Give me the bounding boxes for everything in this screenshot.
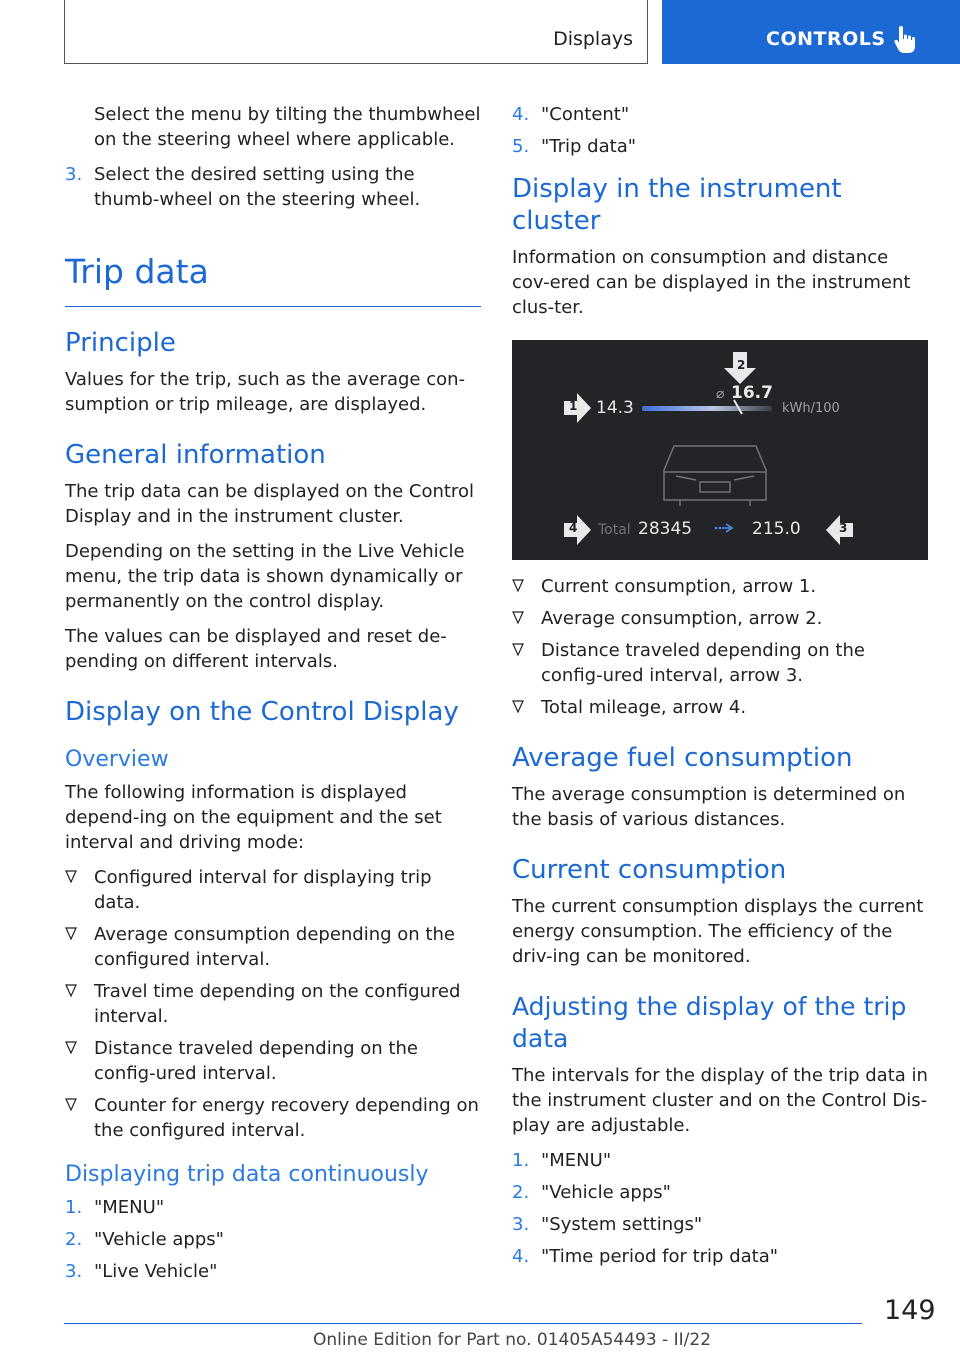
step-number: 3. [512,1214,530,1235]
total-label: Total [598,522,631,538]
content-step-list [512,102,928,159]
adjusting-text: The intervals for the display of the trip data in the instrument cluster and on the Control Dis-play are adjustable. [512,1065,928,1136]
list-item [512,1148,928,1173]
current-consumption-text: The current consumption displays the current energy consumption. The efficiency of the driv-ing can be monitored. [512,896,924,967]
list-item [65,162,481,212]
bullet-text: Total mileage, arrow 4. [541,697,747,718]
consumption-unit: kWh/100 [782,401,840,416]
control-display-heading: Display on the Control Display [65,697,459,727]
overview-bullet-list [65,865,481,1143]
bullet-text: Travel time depending on the configured interval. [94,981,461,1027]
general-info-text-3: The values can be displayed and reset de-pending on different intervals. [65,626,447,672]
step-number: 1. [65,1197,83,1218]
general-info-heading: General information [65,440,326,470]
average-consumption-text: The average consumption is determined on the basis of various distances. [512,784,906,830]
triangle-bullet-icon [65,1041,77,1054]
list-item [512,695,928,720]
current-consumption-value: 14.3 [596,398,634,418]
step-number: 3. [65,1261,83,1282]
step-text: "Vehicle apps" [541,1182,671,1203]
average-consumption-heading: Average fuel consumption [512,743,853,773]
list-item [512,1244,928,1269]
bullet-text: Distance traveled depending on the config-ured interval, arrow 3. [541,640,865,686]
left-column [65,102,481,1292]
list-item [512,1212,928,1237]
list-item [65,979,481,1029]
current-consumption-heading: Current consumption [512,855,787,885]
bullet-text: Average consumption depending on the configured interval. [94,924,455,970]
step-text: "System settings" [541,1214,703,1235]
step-number: 2. [65,1229,83,1250]
list-item [65,1093,481,1143]
step-number: 4. [512,104,530,125]
instrument-cluster-image [512,340,928,560]
header-chapter-title: CONTROLS [766,28,886,50]
list-item [512,1180,928,1205]
step-number: 4. [512,1246,530,1267]
triangle-bullet-icon [512,643,524,656]
list-item [65,1195,481,1220]
step-text: "Live Vehicle" [94,1261,218,1282]
step-number: 2. [512,1182,530,1203]
step-text: "Trip data" [541,136,637,157]
total-mileage-value: 28345 [638,519,693,539]
list-item [65,1227,481,1252]
list-item [65,1259,481,1284]
bullet-text: Current consumption, arrow 1. [541,576,817,597]
arrow-2-label: 2 [737,358,746,372]
step-number: 1. [512,1150,530,1171]
overview-text: The following information is displayed depend-ing on the equipment and the set interval and driving mode: [65,782,442,853]
triangle-bullet-icon [512,700,524,713]
header-chapter-tab [662,0,960,64]
triangle-bullet-icon [65,870,77,883]
average-symbol: ⌀ [716,386,725,402]
step-number: 5. [512,136,530,157]
title-divider [65,306,481,307]
bullet-text: Configured interval for displaying trip data. [94,867,432,913]
step-text: "Time period for trip data" [541,1246,779,1267]
step-text: "Content" [541,104,630,125]
arrow-3-label: 3 [839,521,848,535]
intro-continued: Select the menu by tilting the thumbwheel on the steering wheel where applicable. [94,104,481,150]
page-number: 149 [884,1295,936,1326]
list-item [65,922,481,972]
cluster-text: Information on consumption and distance cov-ered can be displayed in the instrument clus-ter. [512,247,911,318]
list-item [512,638,928,688]
list-item [512,134,928,159]
adjusting-step-list [512,1148,928,1269]
cluster-bullet-list [512,574,928,720]
list-item [512,606,928,631]
general-info-text-2: Depending on the setting in the Live Vehicle menu, the trip data is shown dynamically or permanently on the control display. [65,541,465,612]
step-text: Select the desired setting using the thumb-wheel on the steering wheel. [94,164,421,210]
header-section-title: Displays [553,28,633,50]
arrow-1-label: 1 [569,399,578,413]
list-item [65,865,481,915]
bullet-text: Average consumption, arrow 2. [541,608,823,629]
page-title: Trip data [65,252,209,291]
distance-value: 215.0 [752,519,801,539]
overview-heading: Overview [65,747,169,772]
list-item [512,102,928,127]
bullet-text: Counter for energy recovery depending on the configured interval. [94,1095,479,1141]
list-item [65,1036,481,1086]
bullet-text: Distance traveled depending on the config-ured interval. [94,1038,418,1084]
triangle-bullet-icon [512,611,524,624]
triangle-bullet-icon [65,984,77,997]
pointing-hand-icon [894,26,918,54]
triangle-bullet-icon [65,1098,77,1111]
continuous-step-list [65,1195,481,1284]
average-consumption-value: 16.7 [731,383,773,403]
triangle-bullet-icon [512,579,524,592]
triangle-bullet-icon [65,927,77,940]
footer-divider [64,1323,862,1324]
step-text: "MENU" [94,1197,165,1218]
continuous-heading: Displaying trip data continuously [65,1162,429,1187]
header-section-box [64,0,648,64]
right-column [512,102,928,1277]
step-number: 3. [65,164,83,185]
cluster-heading: Display in the instrument cluster [512,174,842,236]
list-item [512,574,928,599]
principle-heading: Principle [65,328,176,358]
step-text: "MENU" [541,1150,612,1171]
general-info-text-1: The trip data can be displayed on the Control Display and in the instrument cluster. [65,481,474,527]
adjusting-heading: Adjusting the display of the trip data [512,992,907,1053]
principle-text: Values for the trip, such as the average con-sumption or trip mileage, are displayed. [65,369,466,415]
footer-edition: Online Edition for Part no. 01405A54493 - II/22 [313,1330,712,1350]
intro-step-list [65,162,481,212]
arrow-4-label: 4 [569,521,578,535]
step-text: "Vehicle apps" [94,1229,224,1250]
